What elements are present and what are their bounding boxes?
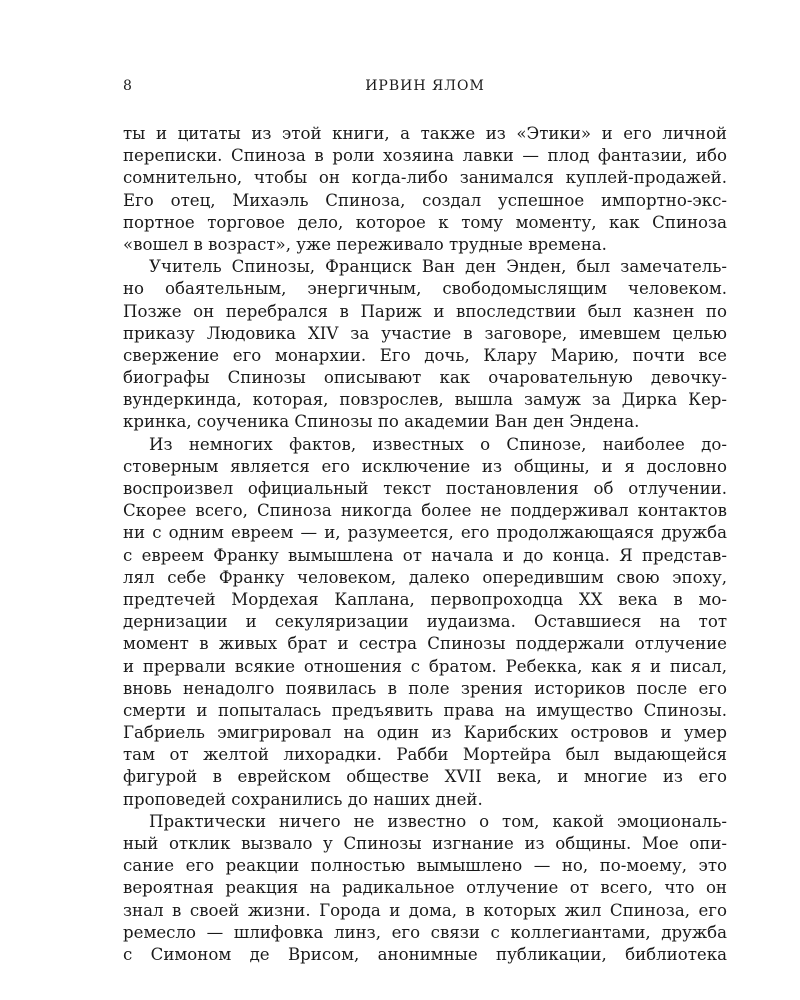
- text-line: Его отец, Михаэль Спиноза, создал успешное импортно-экс-: [123, 190, 727, 210]
- text-line: фигурой в еврейском обществе XVII века, и многие из его: [123, 767, 727, 787]
- text-line: с Симоном де Врисом, анонимные публикации, библиотека: [123, 944, 727, 964]
- text-line: приказу Людовика XIV за участие в заговоре, имевшем целью: [123, 323, 727, 343]
- text-line: воспроизвел официальный текст постановления об отлучении.: [123, 479, 727, 498]
- text-line: вновь ненадолго появилась в поле зрения историков после его: [123, 678, 727, 698]
- text-line: «вошел в возраст», уже переживало трудные времена.: [123, 234, 607, 254]
- text-line: знал в своей жизни. Города и дома, в которых жил Спиноза, его: [123, 900, 727, 920]
- text-line: момент в живых брат и сестра Спинозы поддержали отлучение: [123, 634, 727, 654]
- text-line: ный отклик вызвало у Спинозы изгнание из общины. Мое опи-: [123, 834, 727, 853]
- paragraph: [123, 123, 727, 256]
- text-line: свержение его монархии. Его дочь, Клару Марию, почти все: [123, 345, 727, 365]
- text-line: вундеркинда, которая, повзрослев, вышла замуж за Дирка Кер-: [123, 390, 727, 410]
- paragraph: [123, 256, 727, 434]
- text-line: там от желтой лихорадки. Рабби Мортейра был выдающейся: [123, 745, 727, 765]
- text-line: Учитель Спинозы, Франциск Ван ден Энден, был замечатель-: [149, 257, 727, 277]
- text-line: предтечей Мордехая Каплана, первопроходца XX века в мо-: [123, 589, 727, 609]
- text-line: сомнительно, чтобы он когда-либо занимался куплей-продажей.: [123, 168, 727, 188]
- text-line: сание его реакции полностью вымышлено — но, по-моему, это: [123, 856, 727, 876]
- text-line: стоверным является его исключение из общины, и я дословно: [123, 456, 727, 476]
- text-line: лял себе Франку человеком, далеко опередившим свою эпоху,: [123, 567, 727, 587]
- text-line: ремесло — шлифовка линз, его связи с коллегиантами, дружба: [123, 922, 727, 942]
- text-line: Скорее всего, Спиноза никогда более не поддерживал контактов: [123, 501, 727, 521]
- text-line: и прервали всякие отношения с братом. Ребекка, как я и писал,: [123, 656, 727, 676]
- text-line: вероятная реакция на радикальное отлучение от всего, что он: [123, 878, 727, 898]
- running-head: [123, 76, 727, 96]
- text-line: проповедей сохранились до наших дней.: [123, 789, 483, 809]
- text-line: биографы Спинозы описывают как очаровательную девочку-: [123, 368, 727, 388]
- text-line: портное торговое дело, которое к тому моменту, как Спиноза: [123, 212, 727, 232]
- text-line: переписки. Спиноза в роли хозяина лавки — плод фантазии, ибо: [123, 146, 727, 166]
- text-line: кринка, соученика Спинозы по академии Ван ден Эндена.: [123, 412, 640, 432]
- running-head-author: ИРВИН ЯЛОМ: [365, 78, 485, 94]
- text-line: ты и цитаты из этой книги, а также из «Этики» и его личной: [123, 124, 727, 143]
- text-line: но обаятельным, энергичным, свободомыслящим человеком.: [123, 279, 727, 299]
- text-line: с евреем Франку вымышлена от начала и до конца. Я представ-: [123, 545, 727, 565]
- text-line: Практически ничего не известно о том, какой эмоциональ-: [149, 811, 727, 831]
- paragraph: [123, 811, 727, 966]
- text-line: смерти и попыталась предъявить права на имущество Спинозы.: [123, 700, 727, 720]
- text-line: Позже он перебрался в Париж и впоследствии был казнен по: [123, 301, 727, 321]
- text-line: дернизации и секуляризации иудаизма. Оставшиеся на тот: [123, 612, 727, 632]
- text-line: Из немногих фактов, известных о Спинозе, наиболее до-: [149, 434, 727, 454]
- paragraph: [123, 434, 727, 811]
- text-line: Габриель эмигрировал на один из Карибских островов и умер: [123, 723, 727, 743]
- text-line: ни с одним евреем — и, разумеется, его продолжающаяся дружба: [123, 523, 727, 543]
- page-number: 8: [123, 78, 133, 94]
- book-page: [123, 76, 727, 966]
- body-text: [123, 123, 727, 966]
